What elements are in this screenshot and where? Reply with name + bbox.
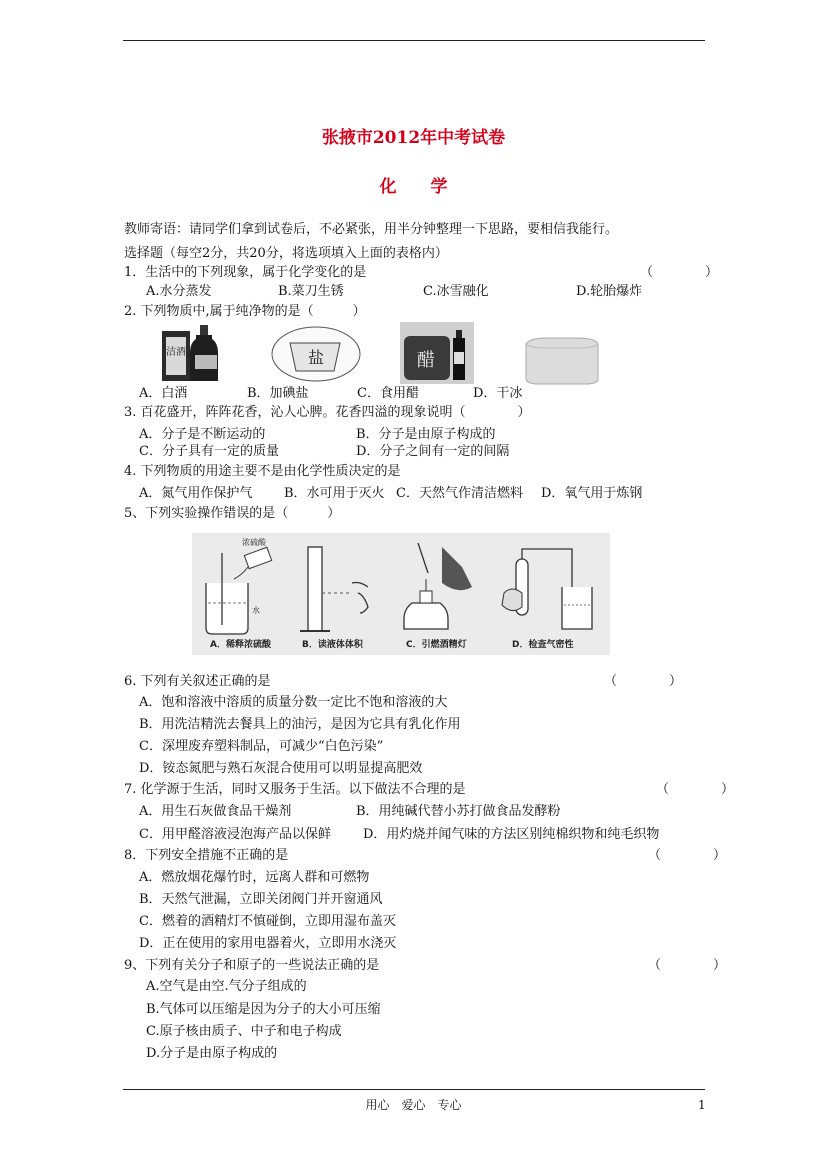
vinegar-image [400, 322, 474, 384]
question-1-option-d: D.轮胎爆炸 [576, 284, 643, 299]
question-6-answer-blank: （ ） [604, 674, 683, 689]
iodized-salt-image [270, 325, 362, 383]
question-7-option-c: C．用甲醛溶液浸泡海产品以保鲜 [139, 827, 331, 842]
question-1-option-a: A.水分蒸发 [146, 284, 212, 299]
question-9-option-c: C.原子核由质子、中子和电子构成 [146, 1024, 342, 1039]
liquor-bottle-image [162, 325, 224, 383]
question-9-option-b: B.气体可以压缩是因为分子的大小可压缩 [146, 1002, 381, 1017]
question-1-option-c: C.冰雪融化 [423, 284, 489, 299]
lab-operations-figure [192, 533, 610, 655]
footer-text: 用心 爱心 专心 [365, 1098, 462, 1112]
question-8-option-b: B．天然气泄漏，立即关闭阀门并开窗通风 [139, 892, 383, 907]
question-3-option-d: D．分子之间有一定的间隔 [356, 444, 510, 459]
question-2-option-d: D．干冰 [473, 386, 523, 401]
figure-label-conc-acid: 浓硫酸 [242, 538, 266, 547]
question-6-option-a: A．饱和溶液中溶质的质量分数一定比不饱和溶液的大 [139, 695, 448, 710]
question-7-option-a: A．用生石灰做食品干燥剂 [139, 804, 292, 819]
question-8-option-a: A．燃放烟花爆竹时，远离人群和可燃物 [139, 870, 370, 885]
question-8-option-c: C．燃着的酒精灯不慎碰倒，立即用湿布盖灭 [139, 914, 396, 929]
teacher-message: 教师寄语：请同学们拿到试卷后，不必紧张，用半分钟整理一下思路，要相信我能行。 [124, 222, 619, 237]
question-7-stem: 7. 化学源于生活，同时又服务于生活。以下做法不合理的是 [124, 782, 466, 797]
question-8-answer-blank: （ ） [648, 848, 727, 863]
question-6-stem: 6. 下列有关叙述正确的是 [124, 674, 271, 689]
exam-title: 张掖市2012年中考试卷 [321, 128, 506, 148]
header-rule [123, 40, 705, 41]
question-6-option-c: C．深埋废弃塑料制品，可减少“白色污染” [139, 739, 384, 754]
question-7-option-b: B．用纯碱代替小苏打做食品发酵粉 [356, 804, 561, 819]
question-9-option-d: D.分子是由原子构成的 [146, 1046, 278, 1061]
question-8-stem: 8．下列安全措施不正确的是 [124, 848, 289, 863]
question-2-stem: 2. 下列物质中,属于纯净物的是（ ） [124, 304, 366, 319]
question-3-option-c: C．分子具有一定的质量 [139, 444, 279, 459]
question-7-answer-blank: （ ） [656, 782, 735, 797]
subject-title: 化 学 [379, 177, 448, 197]
question-3-stem: 3. 百花盛开，阵阵花香，沁人心脾。花香四溢的现象说明（ ） [124, 405, 531, 420]
question-7-option-d: D．用灼烧并闻气味的方法区别纯棉织物和纯毛织物 [363, 827, 660, 842]
footer-rule [123, 1089, 705, 1090]
question-2-option-a: A．白酒 [139, 386, 188, 401]
question-4-option-c: C．天然气作清洁燃料 [396, 486, 523, 501]
dry-ice-image [520, 336, 604, 386]
figure-caption-d: D．检查气密性 [512, 640, 574, 650]
question-8-option-d: D．正在使用的家用电器着火，立即用水浇灭 [139, 936, 397, 951]
salt-label-text: 盐 [307, 348, 325, 367]
figure-caption-a: A．稀释浓硫酸 [210, 640, 271, 650]
question-9-stem: 9、下列有关分子和原子的一些说法正确的是 [124, 958, 380, 973]
figure-label-water: 水 [252, 606, 260, 615]
question-9-answer-blank: （ ） [648, 958, 727, 973]
question-6-option-b: B．用洗洁精洗去餐具上的油污，是因为它具有乳化作用 [139, 717, 461, 732]
question-6-option-d: D．铵态氮肥与熟石灰混合使用可以明显提高肥效 [139, 761, 423, 776]
question-4-option-b: B．水可用于灭火 [284, 486, 385, 501]
figure-caption-c: C．引燃酒精灯 [406, 640, 467, 650]
question-2-option-c: C．食用醋 [357, 386, 419, 401]
section-heading: 选择题（每空2分，共20分，将选项填入上面的表格内） [124, 246, 448, 261]
question-3-option-b: B．分子是由原子构成的 [356, 427, 496, 442]
question-3-option-a: A．分子是不断运动的 [139, 427, 266, 442]
question-9-option-a: A.空气是由空.气分子组成的 [146, 979, 307, 994]
question-2-option-b: B．加碘盐 [247, 386, 309, 401]
figure-caption-b: B．读液体体积 [302, 640, 363, 650]
question-1-answer-blank: （ ） [640, 265, 719, 280]
page-number: 1 [698, 1098, 706, 1112]
vinegar-label-text: 醋 [417, 350, 435, 371]
question-1-option-b: B.菜刀生锈 [278, 284, 344, 299]
question-4-option-d: D．氧气用于炼钢 [541, 486, 643, 501]
question-5-stem: 5、下列实验操作错误的是（ ） [124, 506, 341, 521]
question-4-stem: 4. 下列物质的用途主要不是由化学性质决定的是 [124, 464, 401, 479]
liquor-label-text: 洁酒 [166, 347, 186, 358]
question-4-option-a: A．氮气用作保护气 [139, 486, 253, 501]
question-1-stem: 1．生活中的下列现象，属于化学变化的是 [124, 265, 367, 280]
